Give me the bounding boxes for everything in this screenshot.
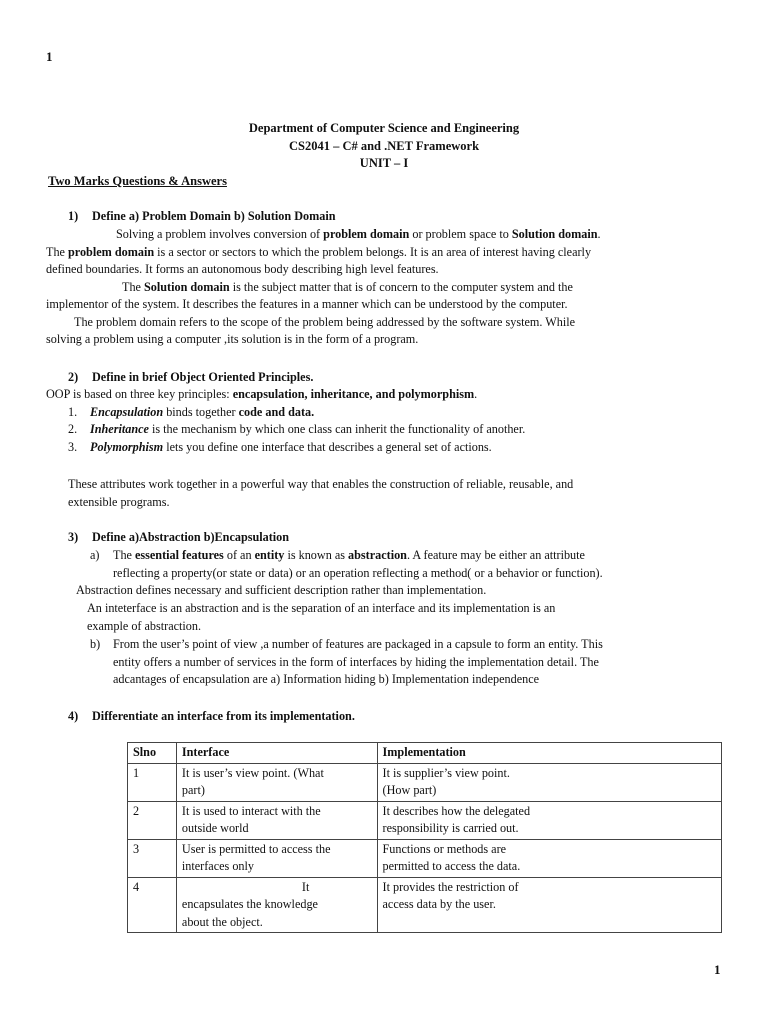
q1-para1-line3: defined boundaries. It forms an autonomous body describing high level features.: [46, 262, 439, 276]
cell-implementation: It describes how the delegated responsibility is carried out.: [377, 801, 721, 839]
question-2-answer: [46, 386, 722, 456]
q2-closing-line1: These attributes work together in a powerful way that enables the construction of reliable, reusable, and: [68, 477, 574, 491]
table-row: [128, 839, 722, 877]
q2-intro: OOP is based on three key principles: encapsulation, inheritance, and polymorphism.: [46, 387, 478, 401]
question-2-title: Define in brief Object Oriented Principles.: [92, 370, 314, 384]
question-3-number: 3): [68, 530, 79, 544]
cell-slno: 1: [128, 763, 177, 801]
cell-slno: 4: [128, 877, 177, 933]
q3-a-line2: reflecting a property(or state or data) or an operation reflecting a method( or a behavior or function).: [113, 565, 603, 580]
q1-para1-line1: Solving a problem involves conversion of problem domain or problem space to Solution domain.: [116, 227, 601, 241]
q1-para3-line1: The problem domain refers to the scope of the problem being addressed by the software system. While: [74, 314, 576, 329]
page-number-bottom: 1: [714, 962, 721, 977]
q3-b-line3: adcantages of encapsulation are a) Information hiding b) Implementation independence: [113, 672, 540, 686]
q1-para2-line2: implementor of the system. It describes the features in a manner which can be understood by the computer.: [46, 297, 568, 311]
cell-interface: It is user’s view point. (What part): [176, 763, 377, 801]
q3-interface-para: [87, 600, 555, 635]
cell-implementation: It provides the restriction of access data by the user.: [377, 877, 721, 933]
unit-title: UNIT – I: [359, 156, 409, 170]
q2-list-item: 2. Inheritance is the mechanism by which one class can inherit the functionality of another.: [68, 422, 526, 436]
q3-interface-line1: An inteterface is an abstraction and is the separation of an interface and its implementation is an: [87, 601, 556, 615]
section-subtitle: Two Marks Questions & Answers: [48, 174, 227, 188]
question-4-heading: [68, 708, 355, 726]
q2-closing: [68, 476, 722, 511]
cell-implementation: It is supplier’s view point. (How part): [377, 763, 721, 801]
question-2-number: 2): [68, 370, 79, 384]
table-header-row: [128, 743, 722, 764]
q3-interface-line2: example of abstraction.: [87, 618, 202, 633]
q3-part-a: [90, 547, 603, 582]
q3-part-b: [90, 636, 603, 689]
course-title: CS2041 – C# and .NET Framework: [288, 138, 480, 153]
page-number-top: 1: [46, 49, 53, 64]
cell-slno: 2: [128, 801, 177, 839]
comparison-table: [127, 742, 722, 933]
table-row: [128, 763, 722, 801]
q2-list-item: 1. Encapsulation binds together code and data.: [68, 404, 315, 419]
header-implementation: Implementation: [377, 743, 721, 764]
question-1-title: Define a) Problem Domain b) Solution Domain: [92, 209, 336, 223]
cell-implementation: Functions or methods are permitted to access the data.: [377, 839, 721, 877]
q3-a-line1: a) The essential features of an entity is known as abstraction. A feature may be either an attribute: [90, 548, 585, 562]
question-1-heading: [68, 208, 336, 226]
q1-para1-line2: The problem domain is a sector or sectors to which the problem belongs. It is an area of interest having clearly: [46, 244, 592, 259]
question-3-title: Define a)Abstraction b)Encapsulation: [92, 530, 290, 544]
question-2-heading: [68, 369, 313, 387]
document-header: [0, 120, 768, 173]
question-4-number: 4): [68, 709, 79, 723]
header-slno: Slno: [128, 743, 177, 764]
cell-interface: It encapsulates the knowledge about the object.: [176, 877, 377, 933]
q3-b-line2: entity offers a number of services in the form of interfaces by hiding the implementation detail. The: [113, 654, 599, 669]
cell-interface: User is permitted to access the interfaces only: [176, 839, 377, 877]
cell-interface: It is used to interact with the outside world: [176, 801, 377, 839]
department-title: Department of Computer Science and Engineering: [248, 121, 520, 135]
q1-para2-line1: The Solution domain is the subject matter that is of concern to the computer system and the: [122, 279, 573, 294]
cell-slno: 3: [128, 839, 177, 877]
table-row: [128, 877, 722, 933]
q2-list-item: 3. Polymorphism lets you define one interface that describes a general set of actions.: [68, 439, 492, 454]
question-3-heading: [68, 529, 289, 547]
table-row: [128, 801, 722, 839]
q2-closing-line2: extensible programs.: [68, 494, 170, 509]
question-4-title: Differentiate an interface from its implementation.: [92, 709, 355, 723]
q3-b-line1: b) From the user’s point of view ,a number of features are packaged in a capsule to form an entity. This: [90, 637, 603, 651]
question-1-number: 1): [68, 209, 79, 223]
q1-para3-line2: solving a problem using a computer ,its solution is in the form of a program.: [46, 332, 419, 346]
question-1-answer: [46, 226, 722, 349]
header-interface: Interface: [176, 743, 377, 764]
q3-abstraction-line: Abstraction defines necessary and sufficient description rather than implementation.: [76, 583, 487, 597]
